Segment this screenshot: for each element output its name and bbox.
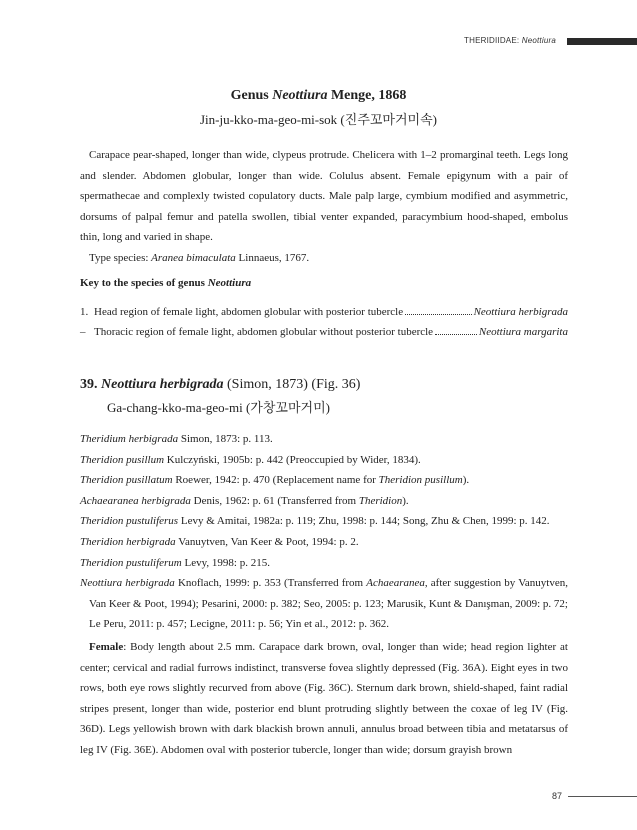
synonym-entry: Achaearanea herbigrada Denis, 1962: p. 61 (Transferred from Theridion).: [80, 494, 409, 507]
leader-dots: [405, 313, 471, 315]
synonym-entry: Theridion herbigrada Vanuytven, Van Keer & Poot, 1994: p. 2.: [80, 535, 359, 548]
leader-dots: [435, 333, 477, 335]
header-bar: [567, 38, 637, 45]
type-species: Type species: Aranea bimaculata Linnaeus, 1767.: [89, 251, 310, 264]
synonym-entry: Theridion pusillatum Roewer, 1942: p. 470 (Replacement name for Theridion pusillum).: [80, 474, 470, 487]
female-description: [80, 637, 568, 761]
species-title: 39. Neottiura herbigrada (Simon, 1873) (Fig. 36): [80, 377, 361, 392]
key-title: Key to the species of genus Neottiura: [80, 277, 252, 289]
header-genus: Neottiura: [521, 36, 556, 45]
synonym-list: [80, 429, 568, 635]
key-item: – Thoracic region of female light, abdomen globular without posterior tubercle Neottiura margarita: [80, 326, 568, 338]
synonym-entry: Theridion pustuliferus Levy & Amitai, 1982a: p. 119; Zhu, 1998: p. 144; Song, Zhu & Chen, 1999: p. 142.: [80, 515, 550, 528]
description-text: Carapace pear-shaped, longer than wide, clypeus protrude. Chelicera with 1–2 promarginal teeth. Legs long and slender. Abdomen globular, longer than wide. Colulus absent. Female epigynum with a pair of spermathecae and complexly twisted copulatory ducts. Male palp large, cymbium modified and asymmetric, dorsums of palpal femur and patella swollen, tibial venter expanded, paracymbium hood-shaped, embolus thin, long and varied in shape.: [80, 149, 568, 244]
page-number-rule: [568, 796, 637, 797]
running-header: [464, 36, 556, 45]
synonym-entry: Theridion pusillum Kulczyński, 1905b: p. 442 (Preoccupied by Wider, 1834).: [80, 453, 421, 466]
synonym-entry: Neottiura herbigrada Knoflach, 1999: p. 353 (Transferred from Achaearanea, after suggestion by Vanuytven, Van Keer & Poot, 1994); Pesarini, 2000: p. 382; Seo, 2005: p. 123; Marusik, Kunt & Danışman, 2009: p. 72; Le Peru, 2011: p. 457; Lecigne, 2011: p. 56; Yin et al., 2012: p. 362.: [80, 577, 568, 631]
page-number: 87: [552, 791, 563, 801]
species-korean-name: Ga-chang-kko-ma-geo-mi (가창꼬마거미): [107, 400, 330, 415]
genus-title: Genus Neottiura Menge, 1868: [230, 88, 407, 103]
genus-korean-name: Jin-ju-kko-ma-geo-mi-sok (진주꼬마거미속): [199, 112, 437, 127]
synonym-entry: Theridion pustuliferum Levy, 1998: p. 215.: [80, 556, 270, 569]
synonym-entry: Theridium herbigrada Simon, 1873: p. 113.: [80, 433, 273, 445]
key-item: 1. Head region of female light, abdomen globular with posterior tubercle Neottiura herbigrada: [80, 306, 568, 318]
female-label: Female: [89, 641, 124, 653]
female-text: : Body length about 2.5 mm. Carapace dark brown, oval, longer than wide; head region lighter at center; cervical and radial furrows indistinct, transverse fovea slightly depressed (Fig. 36A). Eight eyes in two rows, both eye rows slightly recurved from above (Fig. 36C). Sternum dark brown, shield-shaped, faint radial stripes present, longer than wide, posterior end blunt protruding slightly between the coxae of leg IV (Fig. 36D). Legs yellowish brown with dark blackish brown annuli, annulus broad between tibia and metatarsus of leg IV (Fig. 36E). Abdomen oval with posterior tubercle, longer than wide; dorsum grayish brown: [80, 641, 568, 756]
genus-description: [80, 145, 568, 269]
header-family: THERIDIIDAE:: [464, 36, 520, 45]
